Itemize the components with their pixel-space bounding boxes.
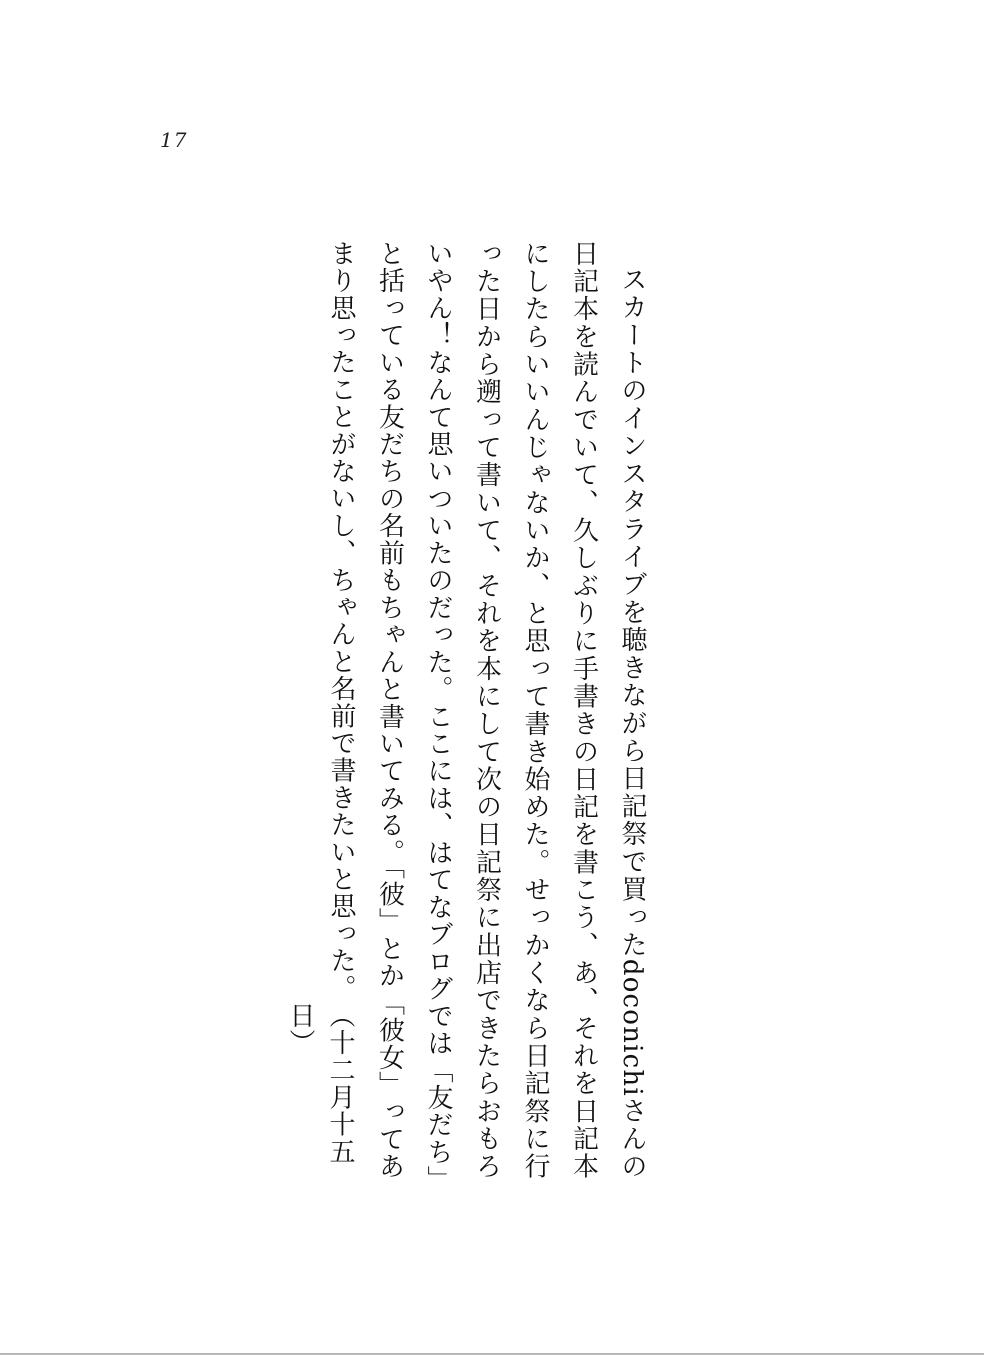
page-number: 17 [160,128,188,152]
body-text [326,240,656,1180]
date-line: （十二月十五日） [285,1002,355,1166]
paragraph: スカートのインスタライブを聴きながら日記祭で買ったdoconichiさんの日記本を読んでいて、久しぶりに手書きの日記を書こう、あ、それを日記本にしたらいいんじゃないか、と思って書き始めた。せっかくなら日記祭に行った日から遡って書いて、それを本にして次の日記祭に出店できたらおもろいやん！なんて思いついたのだった。ここには、はてなブログでは「友だち」と括っている友だちの名前もちゃんと書いてみる。「彼」とか「彼女」ってあまり思ったことがないし、ちゃんと名前で書きたいと思った。 [326,240,647,1180]
